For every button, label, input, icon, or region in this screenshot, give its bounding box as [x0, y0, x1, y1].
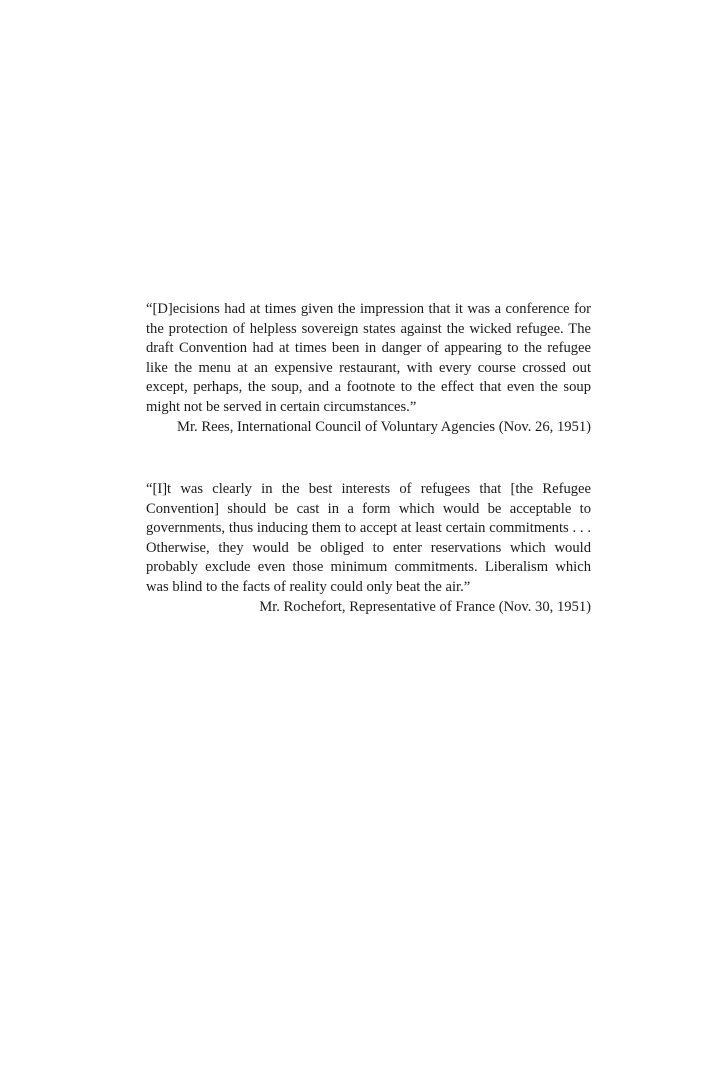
- epigraph-attribution: Mr. Rochefort, Representative of France (Nov. 30, 1951): [259, 598, 591, 615]
- epigraph-attribution: Mr. Rees, International Council of Voluntary Agencies (Nov. 26, 1951): [177, 418, 591, 435]
- epigraph-rochefort: [146, 480, 591, 617]
- epigraph-quote: “[D]ecisions had at times given the impression that it was a conference for the protection of helpless sovereign states against the wicked refugee. The draft Convention had at times been in danger of appearing to the refugee like the menu at an expensive restaurant, with every course crossed out except, perhaps, the soup, and a footnote to the effect that even the soup might not be served in certain circumstances.”: [146, 301, 591, 415]
- epigraph-quote: “[I]t was clearly in the best interests of refugees that [the Refugee Convention] should be cast in a form which would be acceptable to governments, thus inducing them to accept at least certain commitments . . . Otherwise, they would be obliged to enter reservations which would probably exclude even those minimum commitments. Liberalism which was blind to the facts of reality could only beat the air.”: [146, 481, 591, 595]
- epigraph-rees: [146, 300, 591, 437]
